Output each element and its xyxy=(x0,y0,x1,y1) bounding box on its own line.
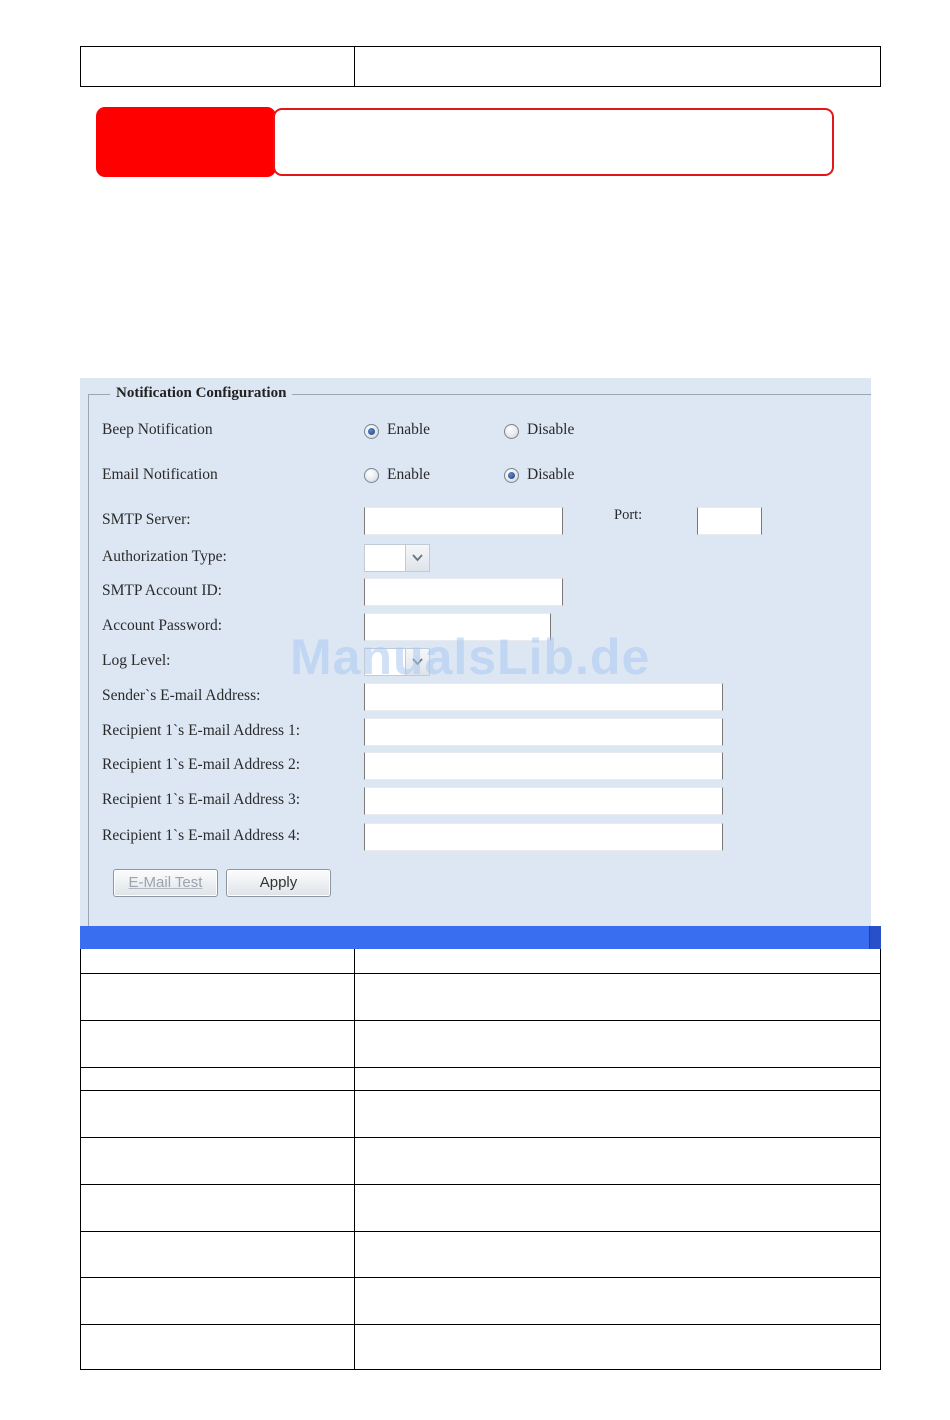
table-row xyxy=(81,1324,880,1370)
recipient-2-input[interactable] xyxy=(364,752,723,780)
recipient-3-input[interactable] xyxy=(364,787,723,815)
beep-disable-label: Disable xyxy=(527,421,575,438)
email-test-button[interactable]: E-Mail Test xyxy=(113,869,218,897)
table-header-bar xyxy=(80,926,881,949)
top-table xyxy=(80,46,881,87)
auth-type-dropdown-button[interactable] xyxy=(405,545,429,571)
recipient-3-label: Recipient 1`s E-mail Address 3: xyxy=(102,791,301,808)
beep-notification-label: Beep Notification xyxy=(102,421,213,438)
email-notification-label: Email Notification xyxy=(102,466,218,483)
sender-email-label: Sender`s E-mail Address: xyxy=(102,687,261,704)
table-row xyxy=(81,1231,880,1278)
email-disable-label: Disable xyxy=(527,466,575,483)
port-input[interactable] xyxy=(697,507,762,535)
top-table-divider xyxy=(354,47,355,86)
table-row xyxy=(81,1137,880,1185)
table-row xyxy=(81,973,880,1021)
sender-email-input[interactable] xyxy=(364,683,723,711)
account-password-label: Account Password: xyxy=(102,617,223,634)
beep-enable-label: Enable xyxy=(387,421,431,438)
watermark: ManualsLib.de xyxy=(290,629,651,685)
email-enable-label: Enable xyxy=(387,466,431,483)
beep-enable-radio[interactable] xyxy=(364,424,379,439)
table-row xyxy=(81,1020,880,1068)
smtp-account-input[interactable] xyxy=(364,578,563,606)
recipient-1-label: Recipient 1`s E-mail Address 1: xyxy=(102,722,301,739)
section-header-box xyxy=(273,108,834,176)
recipient-4-label: Recipient 1`s E-mail Address 4: xyxy=(102,827,301,844)
auth-type-select[interactable] xyxy=(364,544,430,572)
table-row xyxy=(81,1067,880,1091)
recipient-4-input[interactable] xyxy=(364,823,723,851)
smtp-server-input[interactable] xyxy=(364,507,563,535)
chevron-down-icon xyxy=(412,554,423,562)
apply-button[interactable]: Apply xyxy=(226,869,331,897)
table-row xyxy=(81,1090,880,1138)
panel-title: Notification Configuration xyxy=(110,385,292,402)
table-header-cap xyxy=(869,926,881,949)
port-label: Port: xyxy=(614,507,643,523)
smtp-account-label: SMTP Account ID: xyxy=(102,582,222,599)
email-enable-radio[interactable] xyxy=(364,468,379,483)
table-row xyxy=(81,1184,880,1232)
log-level-label: Log Level: xyxy=(102,652,171,669)
beep-disable-radio[interactable] xyxy=(504,424,519,439)
auth-type-label: Authorization Type: xyxy=(102,548,227,565)
email-disable-radio[interactable] xyxy=(504,468,519,483)
smtp-server-label: SMTP Server: xyxy=(102,511,191,528)
table-row xyxy=(81,949,880,974)
recipient-1-input[interactable] xyxy=(364,718,723,746)
description-table xyxy=(80,949,881,1370)
table-row xyxy=(81,1277,880,1325)
section-header-tab xyxy=(96,107,276,177)
recipient-2-label: Recipient 1`s E-mail Address 2: xyxy=(102,756,301,773)
